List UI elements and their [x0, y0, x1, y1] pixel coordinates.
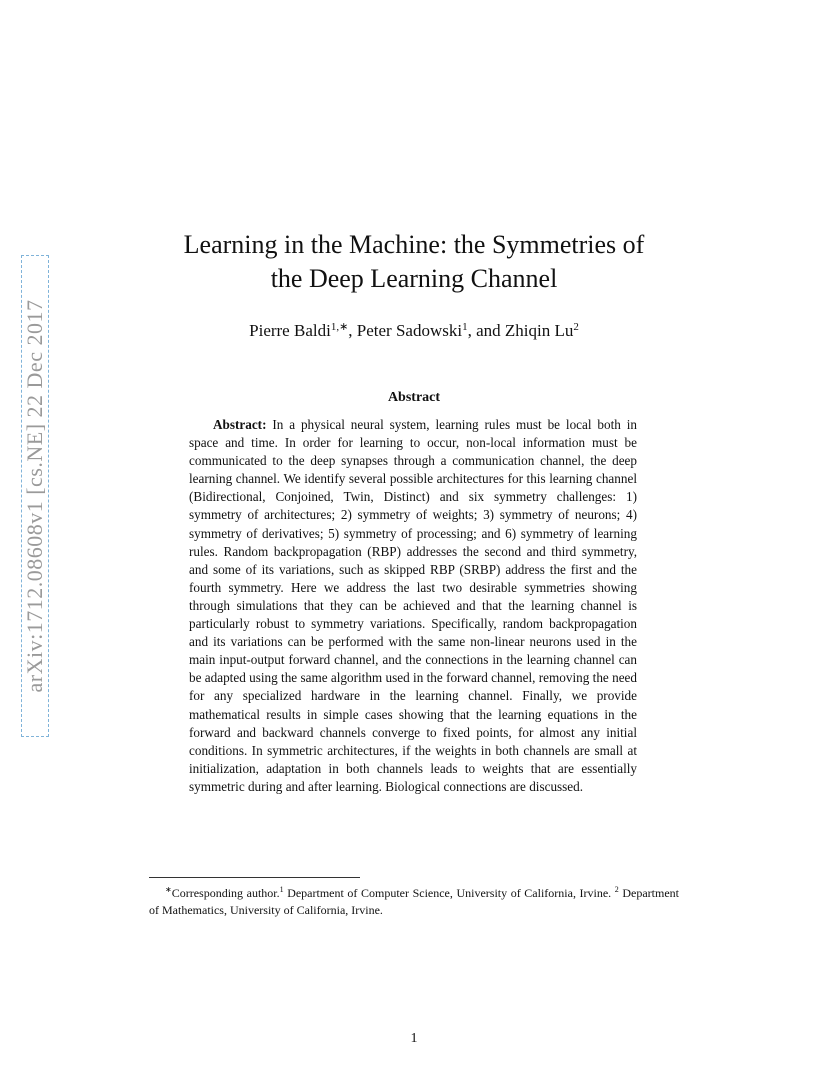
abstract-body [189, 416, 637, 796]
author-name: Peter Sadowski [356, 321, 463, 340]
abstract-heading: Abstract [387, 390, 441, 405]
footnote-text: Department of Computer Science, University of California, Irvine. [283, 886, 615, 900]
author-name: Zhiqin Lu [504, 321, 574, 340]
footnote-marker: ∗ [165, 885, 172, 894]
author-separator: , and [467, 321, 505, 340]
page-number: 1 [410, 1031, 418, 1046]
paper-title [0, 228, 828, 296]
arxiv-identifier: arXiv:1712.08608v1 [cs.NE] 22 Dec 2017 [22, 299, 47, 693]
author-affiliation-marker: 1,∗ [330, 321, 349, 333]
footnote-text: Department of Mathematics, University of California, Irvine. [149, 886, 679, 917]
footnote-rule [149, 877, 360, 878]
author-affiliation-marker: 1 [462, 321, 468, 333]
author-name: Pierre Baldi [249, 321, 331, 340]
footnote [149, 881, 679, 919]
footnote-text: Corresponding author. [171, 886, 280, 900]
title-line-2: the Deep Learning Channel [270, 264, 558, 293]
title-line-1: Learning in the Machine: the Symmetries of [183, 230, 645, 259]
footnote-marker: 1 [279, 885, 284, 894]
author-list [0, 316, 828, 342]
author-separator: , [348, 321, 357, 340]
abstract-lead-label: Abstract: [213, 417, 267, 432]
abstract-text: In a physical neural system, learning rules must be local both in space and time. In order for learning to occur, non-local information must be communicated to the deep synapses through a communication channel, the deep learning channel. We identify several possible architectures for this learning channel (Bidirectional, Conjoined, Twin, Distinct) and six symmetry challenges: 1) symmetry of architectures; 2) symmetry of weights; 3) symmetry of neurons; 4) symmetry of derivatives; 5) symmetry of processing; and 6) symmetry of learning rules. Random backpropagation (RBP) addresses the second and third symmetry, and some of its variations, such as skipped RBP (SRBP) address the first and the fourth symmetry. Here we address the last two desirable symmetries showing through simulations that they can be achieved and that the learning channel is particularly robust to symmetry variations. Specifically, random backpropagation and its variations can be performed with the same non-linear neurons used in the main input-output forward channel, and the connections in the learning channel can be adapted using the same algorithm used in the forward channel, removing the need for any specialized hardware in the learning channel. Finally, we provide mathematical results in simple cases showing that the learning equations in the forward and backward channels converge to fixed points, for almost any initial conditions. In symmetric architectures, if the weights in both channels are small at initialization, adaptation in both channels leads to weights that are essentially symmetric during and after learning. Biological connections are discussed. [189, 417, 638, 794]
author-affiliation-marker: 2 [573, 321, 579, 333]
footnote-marker: 2 [614, 885, 619, 894]
